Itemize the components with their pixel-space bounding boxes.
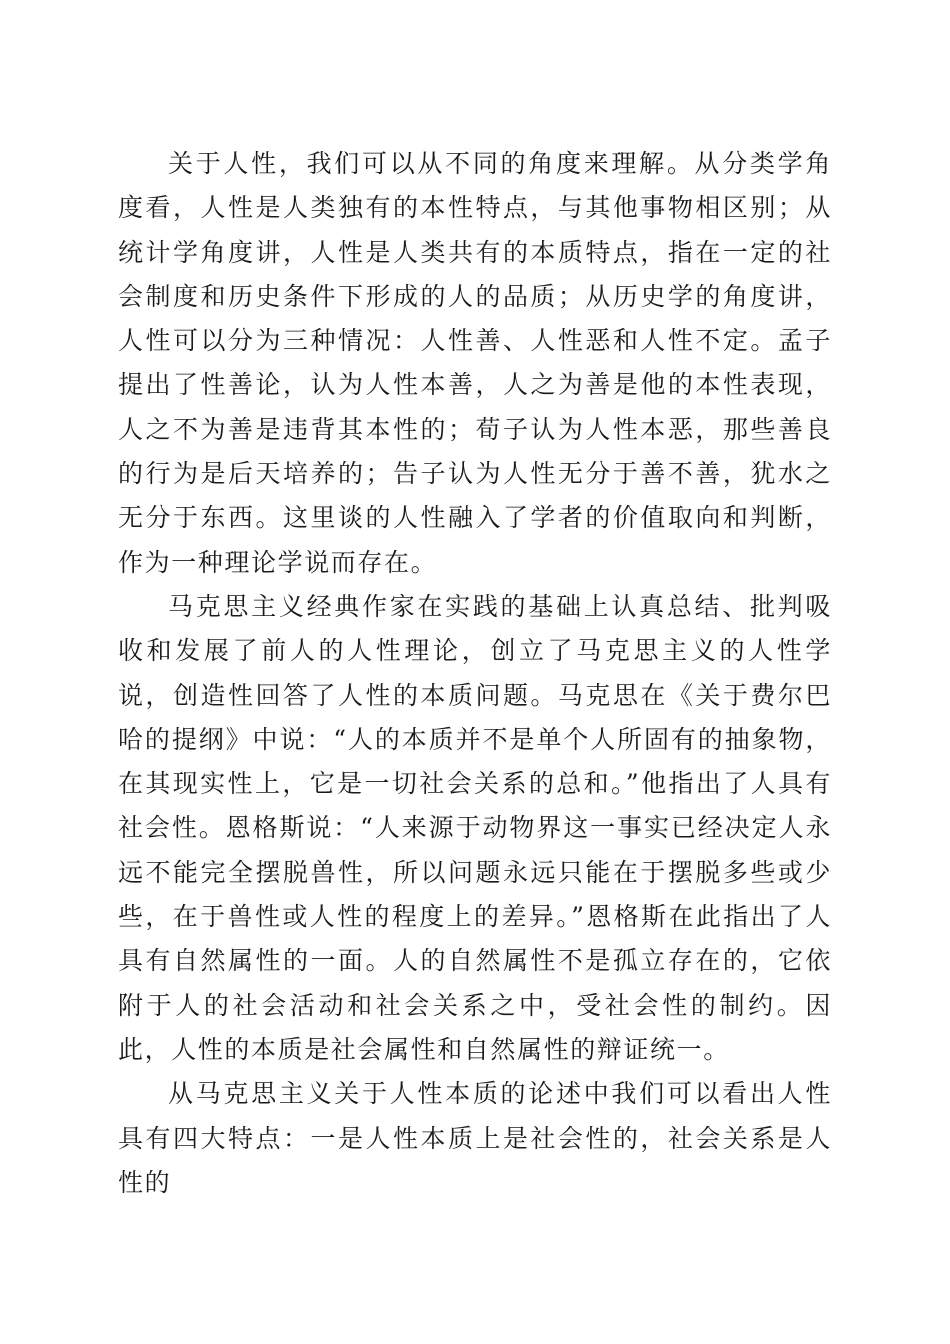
paragraph-four-characteristics: 从马克思主义关于人性本质的论述中我们可以看出人性具有四大特点：一是人性本质上是社会性的，社会关系是人性的 [118,1079,832,1197]
paragraph-human-nature-perspectives: 关于人性，我们可以从不同的角度来理解。从分类学角度看，人性是人类独有的本性特点，与其他事物相区别；从统计学角度讲，人性是人类共有的本质特点，指在一定的社会制度和历史条件下形成的人的品质；从历史学的角度讲，人性可以分为三种情况：人性善、人性恶和人性不定。孟子提出了性善论，认为人性本善，人之为善是他的本性表现，人之不为善是违背其本性的；荀子认为人性本恶，那些善良的行为是后天培养的；告子认为人性无分于善不善，犹水之无分于东西。这里谈的人性融入了学者的价值取向和判断，作为一种理论学说而存在。 [118,149,832,577]
document-page [118,142,832,1205]
paragraph-marxist-theory: 马克思主义经典作家在实践的基础上认真总结、批判吸收和发展了前人的人性理论，创立了马克思主义的人性学说，创造性回答了人性的本质问题。马克思在《关于费尔巴哈的提纲》中说：“人的本质并不是单个人所固有的抽象物，在其现实性上，它是一切社会关系的总和。”他指出了人具有社会性。恩格斯说：“人来源于动物界这一事实已经决定人永远不能完全摆脱兽性，所以问题永远只能在于摆脱多些或少些，在于兽性或人性的程度上的差异。”恩格斯在此指出了人具有自然属性的一面。人的自然属性不是孤立存在的，它依附于人的社会活动和社会关系之中，受社会性的制约。因此，人性的本质是社会属性和自然属性的辩证统一。 [118,591,832,1064]
